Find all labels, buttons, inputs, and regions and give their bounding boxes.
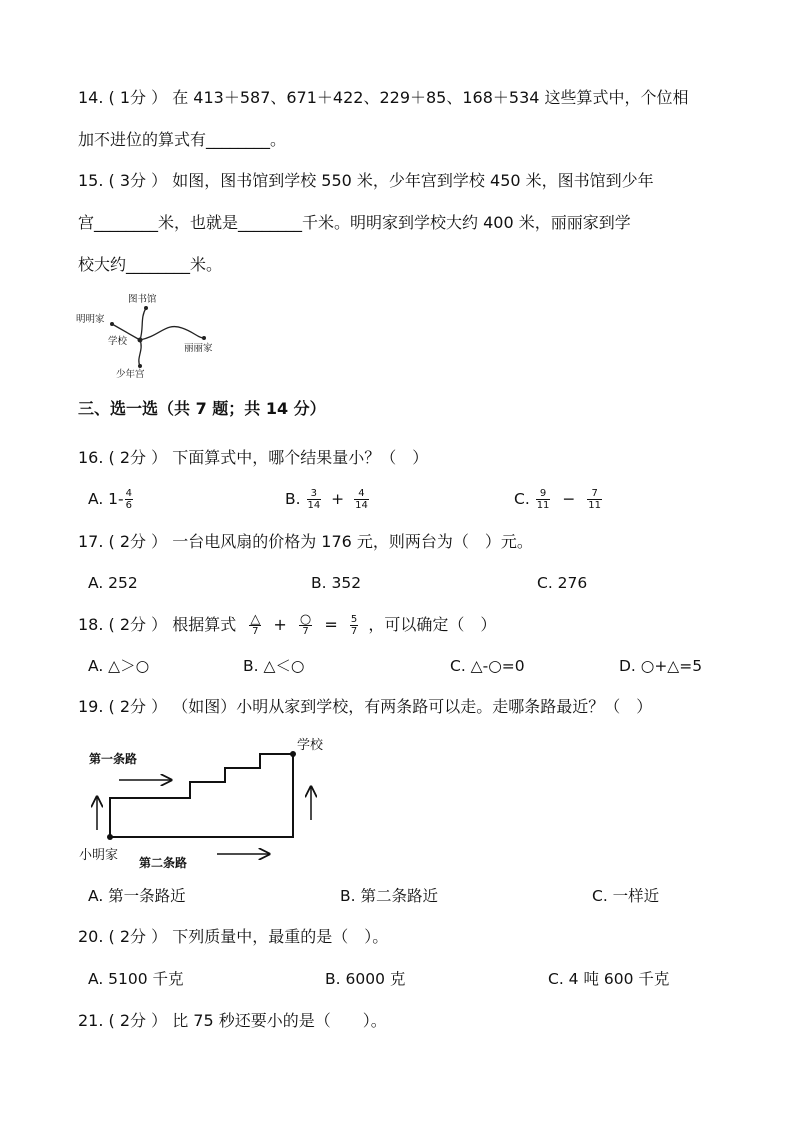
q21-stem: 21. ( 2分 ） 比 75 秒还要小的是（ ）。 xyxy=(78,1011,387,1030)
q20-option-a[interactable]: A. 5100 千克 xyxy=(88,970,184,988)
road2-path xyxy=(110,754,293,837)
q17-option-b[interactable]: B. 352 xyxy=(311,574,362,592)
label-school: 学校 xyxy=(297,738,324,753)
q15-line2: 宫________米，也就是________千米。明明家到学校大约 400 米，丽丽家到学 xyxy=(78,213,631,232)
q18-fraction-rhs: $\frac{5}{7}$ xyxy=(350,614,358,637)
label-home: 小明家 xyxy=(79,848,119,863)
q18-option-a[interactable]: A. △＞○ xyxy=(88,657,150,675)
road-to-youth-palace xyxy=(139,340,141,366)
school-dot xyxy=(290,751,296,757)
q18-stem-suffix: ，可以确定（ ） xyxy=(368,615,497,634)
map-label-school: 学校 xyxy=(108,336,128,347)
q16-c-op: − xyxy=(562,490,576,508)
school-dot xyxy=(138,338,143,343)
lili-dot xyxy=(202,336,206,340)
youth-palace-dot xyxy=(138,364,142,368)
q14-line1: 14. ( 1分 ） 在 413＋587、671＋422、229＋85、168＋534 这些算式中，个位相 xyxy=(78,88,689,107)
q16-stem: 16. ( 2分 ） 下面算式中，哪个结果量小？（ ） xyxy=(78,448,429,467)
q19-option-a[interactable]: A. 第一条路近 xyxy=(88,887,186,905)
q20-stem: 20. ( 2分 ） 下列质量中，最重的是（ ）。 xyxy=(78,927,389,946)
q16-b-fraction2: $\frac{4}{14}$ xyxy=(355,488,368,511)
mingming-dot xyxy=(110,322,114,326)
q15-line1: 15. ( 3分 ） 如图，图书馆到学校 550 米，少年宫到学校 450 米，图书馆到少年 xyxy=(78,171,654,190)
q18-option-c[interactable]: C. △-○=0 xyxy=(450,657,525,675)
q16-a-prefix: A. 1- xyxy=(88,490,124,508)
q16-option-b[interactable] xyxy=(285,488,370,511)
road1-path xyxy=(110,754,293,837)
q18-equals: = xyxy=(324,615,338,634)
q17-option-c[interactable]: C. 276 xyxy=(537,574,588,592)
q17-stem: 17. ( 2分 ） 一台电风扇的价格为 176 元，则两台为（ ）元。 xyxy=(78,532,533,551)
q17-option-a[interactable]: A. 252 xyxy=(88,574,138,592)
q18-stem-prefix: 18. ( 2分 ） 根据算式 xyxy=(78,615,237,634)
map-label-lili: 丽丽家 xyxy=(184,343,213,354)
q20-option-c[interactable]: C. 4 吨 600 千克 xyxy=(548,970,670,988)
q16-c-prefix: C. xyxy=(514,490,530,508)
q18-plus: + xyxy=(273,615,287,634)
q16-a-fraction: $\frac{4}{6}$ xyxy=(125,488,133,511)
road-to-lili xyxy=(140,327,204,340)
map-label-youth-palace: 少年宫 xyxy=(116,369,145,380)
q15-map-figure xyxy=(70,288,240,383)
q19-option-c[interactable]: C. 一样近 xyxy=(592,887,660,905)
map-label-library: 图书馆 xyxy=(128,294,157,305)
q16-c-fraction2: $\frac{7}{11}$ xyxy=(588,488,602,511)
q19-route-figure xyxy=(75,730,345,870)
road-to-library xyxy=(140,308,146,340)
q18-fraction-triangle: $\frac{\triangle}{7}$ xyxy=(250,612,261,637)
q14-line2: 加不进位的算式有________。 xyxy=(78,130,287,149)
map-label-mingming: 明明家 xyxy=(76,314,105,325)
section3-title: 三、选一选（共 7 题；共 14 分） xyxy=(78,399,326,418)
q19-option-b[interactable]: B. 第二条路近 xyxy=(340,887,438,905)
q18-fraction-circle: $\frac{○}{7}$ xyxy=(299,612,312,637)
label-road1: 第一条路 xyxy=(89,752,138,766)
q16-option-a[interactable] xyxy=(88,488,134,511)
q18-option-b[interactable]: B. △＜○ xyxy=(243,657,305,675)
library-dot xyxy=(144,306,148,310)
q15-line3: 校大约________米。 xyxy=(78,255,223,274)
q16-b-prefix: B. xyxy=(285,490,301,508)
home-dot xyxy=(107,834,113,840)
q16-c-fraction1: $\frac{9}{11}$ xyxy=(536,488,550,511)
q20-option-b[interactable]: B. 6000 克 xyxy=(325,970,406,988)
q16-b-fraction1: $\frac{3}{14}$ xyxy=(307,488,321,511)
q16-b-op: + xyxy=(331,490,345,508)
q18-stem xyxy=(78,614,496,637)
q19-stem: 19. ( 2分 ） （如图）小明从家到学校，有两条路可以走。走哪条路最近？（ ） xyxy=(78,697,653,716)
q16-option-c[interactable] xyxy=(514,488,603,511)
q18-option-d[interactable]: D. ○+△=5 xyxy=(619,657,703,675)
label-road2: 第二条路 xyxy=(139,856,188,870)
